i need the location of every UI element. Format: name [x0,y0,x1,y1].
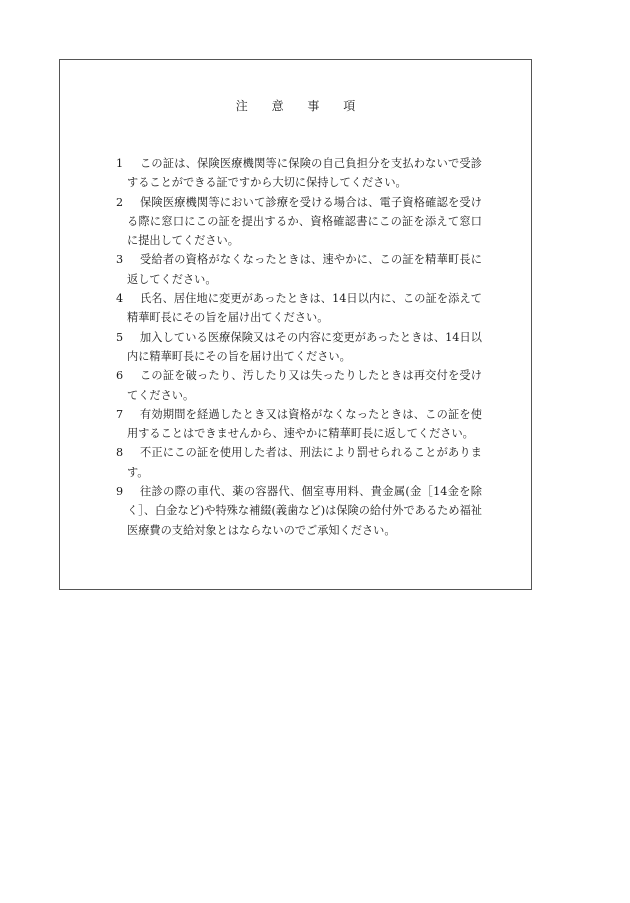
item-number: 8 [116,446,124,460]
notice-item-8 [116,443,482,482]
notice-item-9 [116,482,482,540]
item-text: 不正にこの証を使用した者は、刑法により罰せられることがあります。 [127,446,482,479]
item-text: この証を破ったり、汚したり又は失ったりしたときは再交付を受けてください。 [127,369,482,402]
notice-item-7 [116,405,482,444]
item-number: 7 [116,407,124,421]
item-number: 4 [116,292,124,306]
notice-item-2 [116,193,482,251]
notice-item-1 [116,154,482,193]
item-number: 3 [116,253,124,267]
item-text: 受給者の資格がなくなったときは、速やかに、この証を精華町長に返してください。 [127,253,482,286]
item-number: 2 [116,195,124,209]
item-text: この証は、保険医療機関等に保険の自己負担分を支払わないで受診することができる証ですから大切に保持してください。 [127,157,482,190]
item-number: 5 [116,330,124,344]
notice-item-6 [116,366,482,405]
item-text: 加入している医療保険又はその内容に変更があったときは、14日以内に精華町長にその旨を届け出てください。 [127,330,482,363]
item-number: 9 [116,485,124,499]
notice-item-3 [116,250,482,289]
item-number: 6 [116,369,124,383]
notice-list [116,154,482,540]
item-number: 1 [116,157,124,170]
notice-title: 注 意 事 項 [235,99,366,113]
notice-item-4 [116,289,482,328]
notice-box [59,59,532,590]
item-text: 有効期間を経過したとき又は資格がなくなったときは、この証を使用することはできませんから、速やかに精華町長に返してください。 [127,407,482,441]
item-text: 保険医療機関等において診療を受ける場合は、電子資格確認を受ける際に窓口にこの証を提出するか、資格確認書にこの証を添えて窓口に提出してください。 [127,195,482,248]
item-text: 氏名、居住地に変更があったときは、14日以内に、この証を添えて精華町長にその旨を届け出てください。 [127,292,482,325]
item-text: 往診の際の車代、薬の容器代、個室専用料、貴金属(金［14金を除く］、白金など)や特殊な補綴(義歯など)は保険の給付外であるため福祉医療費の支給対象とはならないのでご承知ください。 [127,485,482,537]
notice-item-5 [116,328,482,367]
